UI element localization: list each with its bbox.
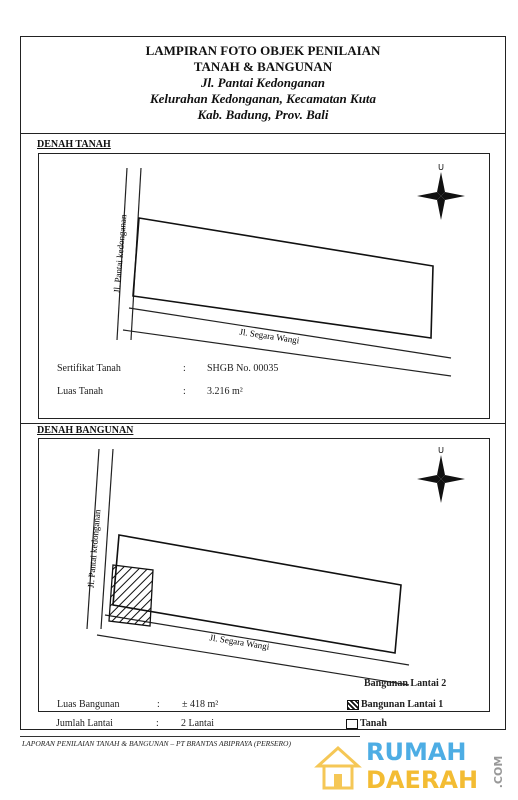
luas-tanah-sep: : xyxy=(183,386,186,397)
section-title-denah-bangunan: DENAH BANGUNAN xyxy=(37,425,134,436)
sertifikat-label: Sertifikat Tanah xyxy=(57,363,121,374)
legend-tanah-swatch xyxy=(346,719,358,729)
road-label-horizontal: Jl. Segara Wangi xyxy=(208,632,271,652)
land-parcel xyxy=(133,218,433,338)
road-label-vertical: Jl. Pantai kedonganan xyxy=(85,509,103,589)
legend-tanah-label: Tanah xyxy=(360,718,387,729)
legend-lantai-1-label: Bangunan Lantai 1 xyxy=(361,699,444,710)
watermark-suffix: .COM xyxy=(492,755,505,789)
denah-bangunan-panel xyxy=(38,438,490,712)
compass-north-label: U xyxy=(438,163,444,172)
jumlah-lantai-label: Jumlah Lantai xyxy=(56,718,113,729)
watermark-text-1: RUMAH xyxy=(366,738,467,766)
report-header xyxy=(21,43,505,123)
denah-bangunan-map xyxy=(39,439,491,713)
header-district: Kelurahan Kedonganan, Kecamatan Kuta xyxy=(149,91,377,106)
header-regency: Kab. Badung, Prov. Bali xyxy=(197,107,329,122)
luas-tanah-value: 3.216 m² xyxy=(207,386,243,397)
section-title-denah-tanah: DENAH TANAH xyxy=(37,139,111,150)
sertifikat-value: SHGB No. 00035 xyxy=(207,363,279,374)
header-street: Jl. Pantai Kedonganan xyxy=(201,75,325,90)
house-icon xyxy=(318,748,358,788)
road-label-horizontal: Jl. Segara Wangi xyxy=(238,326,301,346)
compass-icon xyxy=(417,446,465,503)
road-edge-line xyxy=(129,308,451,358)
legend-hatch-swatch xyxy=(347,700,359,710)
road-label-vertical: Jl. Pantai kedonganan xyxy=(111,214,129,294)
footer-rule xyxy=(20,736,360,737)
denah-tanah-map xyxy=(39,154,491,420)
denah-tanah-panel xyxy=(38,153,490,419)
report-frame xyxy=(20,36,506,730)
header-subtitle: TANAH & BANGUNAN xyxy=(193,59,333,74)
luas-tanah-label: Luas Tanah xyxy=(57,386,104,397)
compass-icon xyxy=(417,163,465,220)
legend-lantai-1 xyxy=(347,699,443,710)
land-parcel xyxy=(113,535,401,653)
luas-bangunan-label: Luas Bangunan xyxy=(57,699,120,710)
jumlah-lantai-value: 2 Lantai xyxy=(181,718,215,729)
compass-north-label: U xyxy=(438,446,444,455)
report-footer: LAPORAN PENILAIAN TANAH & BANGUNAN – PT BRANTAS ABIPRAYA (PERSERO) xyxy=(22,739,291,748)
legend-tanah xyxy=(346,718,387,729)
header-title: LAMPIRAN FOTO OBJEK PENILAIAN xyxy=(145,43,381,58)
legend-lantai-2: Bangunan Lantai 2 xyxy=(364,678,447,689)
watermark-text-2: DAERAH xyxy=(366,766,479,794)
section-divider xyxy=(20,423,506,424)
watermark-logo xyxy=(314,732,514,798)
luas-bangunan-value: ± 418 m² xyxy=(182,699,219,710)
luas-bangunan-sep: : xyxy=(157,699,160,710)
building-floor-1 xyxy=(109,565,153,626)
sertifikat-sep: : xyxy=(183,363,186,374)
jumlah-lantai-sep: : xyxy=(156,718,159,729)
header-divider xyxy=(20,133,506,134)
